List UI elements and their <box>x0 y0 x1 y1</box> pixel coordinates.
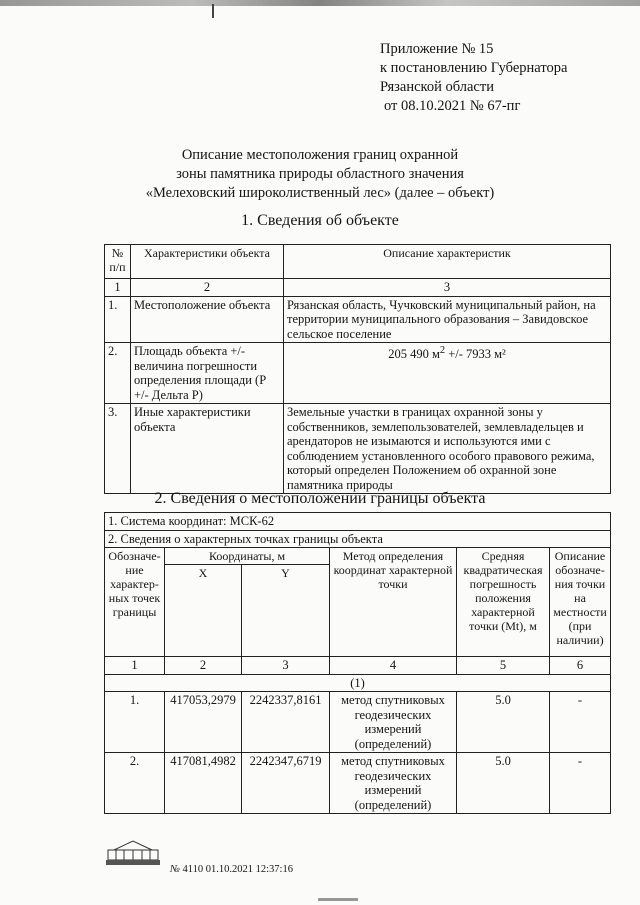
point-description: - <box>550 692 611 753</box>
row-num: 2. <box>105 343 131 404</box>
scan-bottom-mark <box>318 898 358 901</box>
table-row <box>105 753 611 814</box>
appendix-block <box>380 40 567 116</box>
table-row <box>105 692 611 753</box>
boundary-points-table <box>104 512 611 814</box>
point-id: 2. <box>105 753 165 814</box>
point-accuracy: 5.0 <box>457 753 550 814</box>
point-y: 2242337,8161 <box>242 692 330 753</box>
table-row <box>105 404 611 494</box>
header-characteristic: Характеристики объекта <box>131 245 284 279</box>
header-coords: Координаты, м <box>165 548 330 565</box>
area-tolerance: +/- 7933 м² <box>445 347 506 362</box>
col-number: 1 <box>105 657 165 675</box>
header-point-description: Описание обозначе-ния точки на местности (при наличии) <box>550 548 611 657</box>
row-characteristic: Местоположение объекта <box>131 296 284 343</box>
row-characteristic: Иные характеристики объекта <box>131 404 284 494</box>
scan-mark <box>212 4 214 18</box>
point-x: 417081,4982 <box>165 753 242 814</box>
coord-system: 1. Система координат: МСК-62 <box>105 513 611 531</box>
appendix-line: Приложение № 15 <box>380 41 494 57</box>
table-row <box>105 296 611 343</box>
section2-heading: 2. Сведения о местоположении границы объекта <box>154 490 486 507</box>
header-method: Метод определения координат характерной точки <box>330 548 457 657</box>
row-characteristic: Площадь объекта +/- величина погрешности определения площади (Р +/- Дельта Р) <box>131 343 284 404</box>
point-accuracy: 5.0 <box>457 692 550 753</box>
title-line: зоны памятника природы областного значения <box>176 166 464 182</box>
row-description: Рязанская область, Чучковский муниципальный район, на территории муниципального образования – Завидовское сельское поселение <box>284 296 611 343</box>
appendix-line: Рязанской области <box>380 79 494 95</box>
header-designation: Обозначе-ние характер-ных точек границы <box>105 548 165 657</box>
point-method: метод спутниковых геодезических измерений (определений) <box>330 753 457 814</box>
point-x: 417053,2979 <box>165 692 242 753</box>
row-num: 1. <box>105 296 131 343</box>
appendix-date: от 08.10.2021 № 67-пг <box>384 98 521 114</box>
title-line: «Мелеховский широколиственный лес» (далее – объект) <box>145 185 495 201</box>
document-title <box>0 146 640 203</box>
header-num: № п/п <box>105 245 131 279</box>
col-number: 6 <box>550 657 611 675</box>
scan-top-edge <box>0 0 640 6</box>
header-x: X <box>165 565 242 657</box>
col-number: 4 <box>330 657 457 675</box>
registration-line <box>170 864 293 875</box>
row-num: 3. <box>105 404 131 494</box>
col-number: 5 <box>457 657 550 675</box>
header-y: Y <box>242 565 330 657</box>
point-y: 2242347,6719 <box>242 753 330 814</box>
col-number: 2 <box>131 279 284 297</box>
section1-heading: 1. Сведения об объекте <box>241 212 399 229</box>
number-sign: № <box>170 864 180 875</box>
col-number: 3 <box>284 279 611 297</box>
title-line: Описание местоположения границ охранной <box>181 147 459 163</box>
col-number: 1 <box>105 279 131 297</box>
contour-label: (1) <box>105 674 611 692</box>
table-row <box>105 343 611 404</box>
area-unit-sup: 2 <box>439 345 446 356</box>
point-id: 1. <box>105 692 165 753</box>
building-stamp-icon <box>104 838 162 868</box>
col-number: 3 <box>242 657 330 675</box>
header-accuracy: Средняя квадратическая погрешность положения характерной точки (Mt), м <box>457 548 550 657</box>
char-points-title: 2. Сведения о характерных точках границы объекта <box>105 530 611 548</box>
row-description-area <box>284 343 611 404</box>
col-number: 2 <box>165 657 242 675</box>
header-description: Описание характеристик <box>284 245 611 279</box>
registration-number-date: 4110 01.10.2021 12:37:16 <box>179 864 293 875</box>
object-info-table <box>104 244 611 494</box>
area-value: 205 490 м <box>388 347 440 362</box>
appendix-line: к постановлению Губернатора <box>380 60 568 76</box>
point-description: - <box>550 753 611 814</box>
row-description: Земельные участки в границах охранной зоны у собственников, землепользователей, землевладельцев и арендаторов не изымаются и используются ими с соблюдением установленного особого правового режима, который определен Положением об охранной зоне памятника природы <box>284 404 611 494</box>
point-method: метод спутниковых геодезических измерений (определений) <box>330 692 457 753</box>
